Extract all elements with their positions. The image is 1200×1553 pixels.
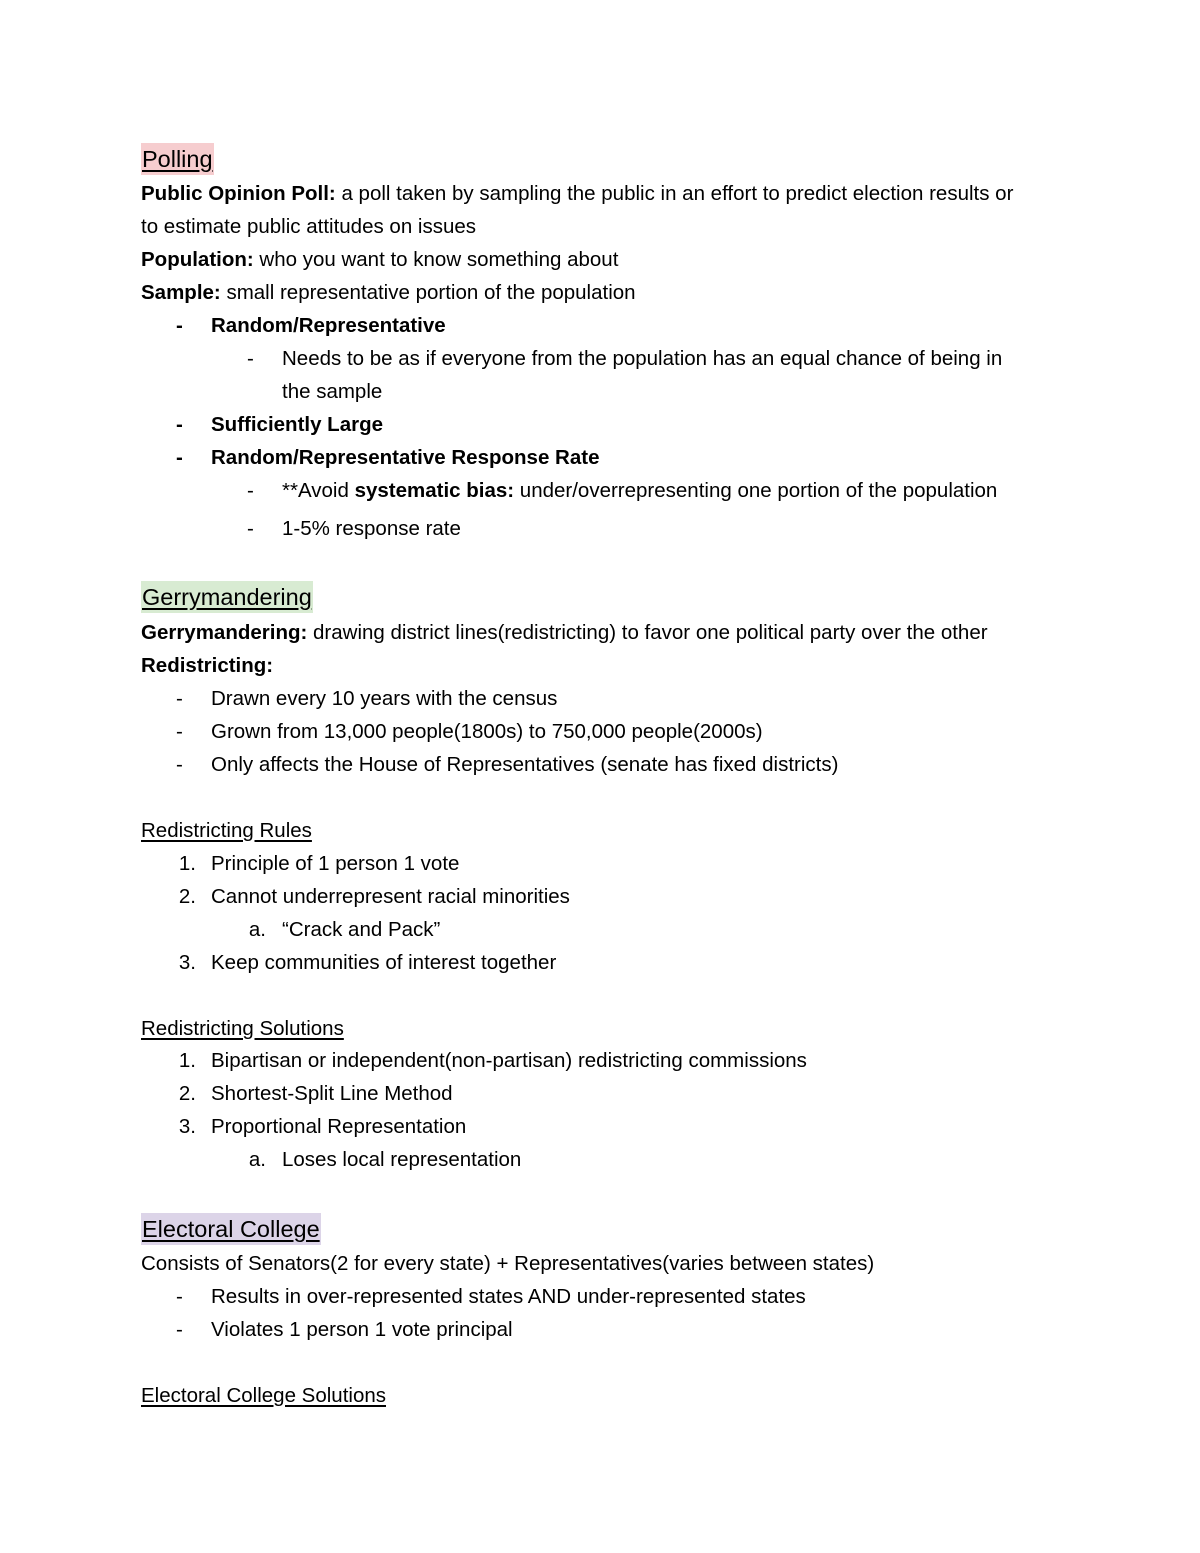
sub-list-item: Loses local representation [282, 1148, 522, 1171]
term-gerrymandering: Gerrymandering: [141, 621, 308, 644]
sub-bullet-marker: - [247, 479, 254, 502]
definition-gerrymandering [141, 619, 988, 647]
sub-list-letter: a. [248, 1148, 266, 1171]
sub-bullet-marker: - [247, 347, 254, 370]
heading-redistricting-solutions: Redistricting Solutions [141, 1017, 344, 1040]
list-item: Violates 1 person 1 vote principal [211, 1318, 513, 1341]
list-item: Random/Representative Response Rate [211, 446, 600, 469]
definition-population [141, 246, 618, 274]
definition-public-opinion-poll [141, 180, 1013, 208]
term-systematic-bias: systematic bias: [354, 479, 515, 502]
list-number: 1. [178, 852, 196, 875]
sub-bullet-marker: - [247, 517, 254, 540]
list-item: Drawn every 10 years with the census [211, 687, 558, 710]
definition-text: under/overrepresenting one portion of the population [514, 479, 998, 502]
list-number: 2. [178, 885, 196, 908]
paragraph-electoral-composition: Consists of Senators(2 for every state) + Representatives(varies between states) [141, 1252, 875, 1275]
bullet-marker: - [176, 720, 183, 743]
definition-text: drawing district lines(redistricting) to favor one political party over the other [307, 621, 988, 644]
bullet-marker: - [176, 413, 183, 436]
term-redistricting: Redistricting: [141, 654, 274, 677]
list-item: Cannot underrepresent racial minorities [211, 885, 570, 908]
list-item: Shortest-Split Line Method [211, 1082, 453, 1105]
term-sample: Sample: [141, 281, 221, 304]
sub-list-item: Needs to be as if everyone from the population has an equal chance of being in [282, 347, 1003, 370]
list-item: Sufficiently Large [211, 413, 384, 436]
sub-list-item: “Crack and Pack” [282, 918, 441, 941]
list-item: Random/Representative [211, 314, 446, 337]
sub-list-item-continued: the sample [282, 380, 383, 403]
list-number: 1. [178, 1049, 196, 1072]
heading-polling: Polling [141, 143, 214, 175]
bullet-marker: - [176, 753, 183, 776]
list-number: 3. [178, 1115, 196, 1138]
list-item: Only affects the House of Representatives (senate has fixed districts) [211, 753, 839, 776]
heading-redistricting-rules: Redistricting Rules [141, 819, 312, 842]
term-population: Population: [141, 248, 254, 271]
prefix-text: **Avoid [282, 479, 355, 502]
list-item: Results in over-represented states AND under-represented states [211, 1285, 806, 1308]
bullet-marker: - [176, 1285, 183, 1308]
bullet-marker: - [176, 1318, 183, 1341]
list-number: 2. [178, 1082, 196, 1105]
definition-text: who you want to know something about [253, 248, 619, 271]
list-item: Keep communities of interest together [211, 951, 557, 974]
definition-text-continued: to estimate public attitudes on issues [141, 215, 477, 238]
bullet-marker: - [176, 314, 183, 337]
bullet-marker: - [176, 446, 183, 469]
list-item: Proportional Representation [211, 1115, 467, 1138]
definition-text: a poll taken by sampling the public in an effort to predict election results or [335, 182, 1014, 205]
definition-text: small representative portion of the population [220, 281, 636, 304]
sub-list-letter: a. [248, 918, 266, 941]
heading-electoral-college: Electoral College [141, 1213, 321, 1245]
heading-electoral-college-solutions: Electoral College Solutions [141, 1384, 386, 1407]
heading-gerrymandering: Gerrymandering [141, 581, 313, 613]
sub-list-item-systematic-bias [282, 477, 997, 505]
list-item: Principle of 1 person 1 vote [211, 852, 460, 875]
list-item: Grown from 13,000 people(1800s) to 750,000 people(2000s) [211, 720, 763, 743]
term-public-opinion-poll: Public Opinion Poll: [141, 182, 336, 205]
sub-list-item: 1-5% response rate [282, 517, 461, 540]
list-number: 3. [178, 951, 196, 974]
definition-sample [141, 279, 636, 307]
list-item: Bipartisan or independent(non-partisan) redistricting commissions [211, 1049, 807, 1072]
bullet-marker: - [176, 687, 183, 710]
